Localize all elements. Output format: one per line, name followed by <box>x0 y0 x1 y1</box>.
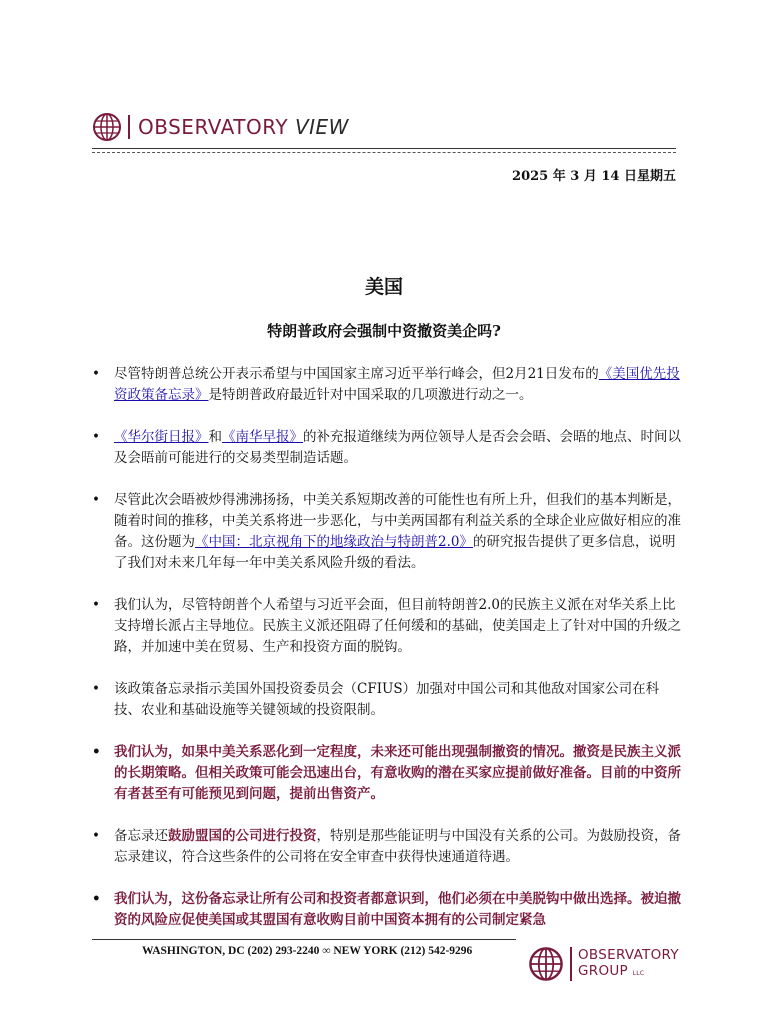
bullet-item-emphasis: • 我们认为，如果中美关系恶化到一定程度，未来还可能出现强制撤资的情况。撤资是民族主义派的长期策略。但相关政策可能会迅速出台，有意收购的潜在买家应提前做好准备。目前的中资所有者甚至有可能预见到问题，提前出售资产。 <box>92 742 682 805</box>
bullet-text: 尽管此次会晤被炒得沸沸扬扬，中美关系短期改善的可能性也有所上升，但我们的基本判断是，随着时间的推移，中美关系将进一步恶化，与中美两国都有利益关系的全球企业应做好相应的准备。这份题为 <box>114 492 681 550</box>
brand-main: OBSERVATORY <box>138 115 289 139</box>
globe-icon <box>528 946 564 982</box>
header-rule <box>92 148 676 149</box>
footer-brand-group: GROUP <box>578 962 628 979</box>
brand-suffix: VIEW <box>294 115 349 139</box>
logo-divider <box>570 947 572 981</box>
page-title: 美国 <box>364 276 403 298</box>
footer-brand <box>578 947 679 982</box>
bullet-text: 的研究报告提供了更多信息，说明了我们对未来几年每一年中美关系风险升级的看法。 <box>114 534 676 571</box>
footer-brand-line2 <box>578 963 679 982</box>
page-subtitle: 特朗普政府会强制中资撤资美企吗? <box>267 322 501 340</box>
brand-name <box>138 115 349 139</box>
bullet-item <box>92 364 682 406</box>
memo-link[interactable]: 《美国优先投资政策备忘录》 <box>114 366 680 403</box>
logo-divider <box>128 115 130 139</box>
bullet-item <box>92 826 682 868</box>
scmp-link[interactable]: 《南华早报》 <box>222 429 303 445</box>
header-logo <box>92 112 349 142</box>
bullet-item: • 该政策备忘录指示美国外国投资委员会（CFIUS）加强对中国公司和其他敌对国家公司在科技、农业和基础设施等关键领域的投资限制。 <box>92 679 682 721</box>
bullet-text: 的补充报道继续为两位领导人是否会会晤、会晤的地点、时间以及会晤前可能进行的交易类型制造话题。 <box>114 429 681 466</box>
wsj-link[interactable]: 《华尔街日报》 <box>114 429 209 445</box>
bullet-text: 备忘录还 <box>114 828 168 844</box>
bullet-item <box>92 427 682 469</box>
footer-brand-llc: LLC <box>632 969 645 977</box>
bullet-text: 尽管特朗普总统公开表示希望与中国国家主席习近平举行峰会，但2月21日发布的 <box>114 366 599 382</box>
bullet-list <box>92 364 682 952</box>
bullet-item: • 我们认为，尽管特朗普个人希望与习近平会面，但目前特朗普2.0的民族主义派在对华关系上比支持增长派占主导地位。民族主义派还阻碍了任何缓和的基础，使美国走上了针对中国的升级之路，并加速中美在贸易、生产和投资方面的脱钩。 <box>92 595 682 658</box>
report-link[interactable]: 《中国：北京视角下的地缘政治与特朗普2.0》 <box>195 534 473 550</box>
bullet-text: 和 <box>208 429 222 445</box>
footer-brand-line1: OBSERVATORY <box>578 946 679 963</box>
bullet-text: ，特别是那些能证明与中国没有关系的公司。为鼓励投资，备忘录建议，符合这些条件的公司将在安全审查中获得快速通道待遇。 <box>114 828 681 865</box>
bullet-text: 是特朗普政府最近针对中国采取的几项激进行动之一。 <box>208 387 533 403</box>
footer-rule <box>92 939 516 940</box>
globe-icon <box>92 112 122 142</box>
header-rule-dashed <box>92 152 676 153</box>
bullet-bold-text: 鼓励盟国的公司进行投资 <box>168 828 317 844</box>
footer-contact: WASHINGTON, DC (202) 293-2240 ∞ NEW YORK (212) 542-9296 <box>142 945 473 957</box>
bullet-item-emphasis: • 我们认为，这份备忘录让所有公司和投资者都意识到，他们必须在中美脱钩中做出选择。被迫撤资的风险应促使美国或其盟国有意收购目前中国资本拥有的公司制定紧急 <box>92 889 682 931</box>
bullet-item <box>92 490 682 574</box>
document-date: 2025 年 3 月 14 日星期五 <box>512 169 676 184</box>
footer-logo <box>528 946 679 982</box>
